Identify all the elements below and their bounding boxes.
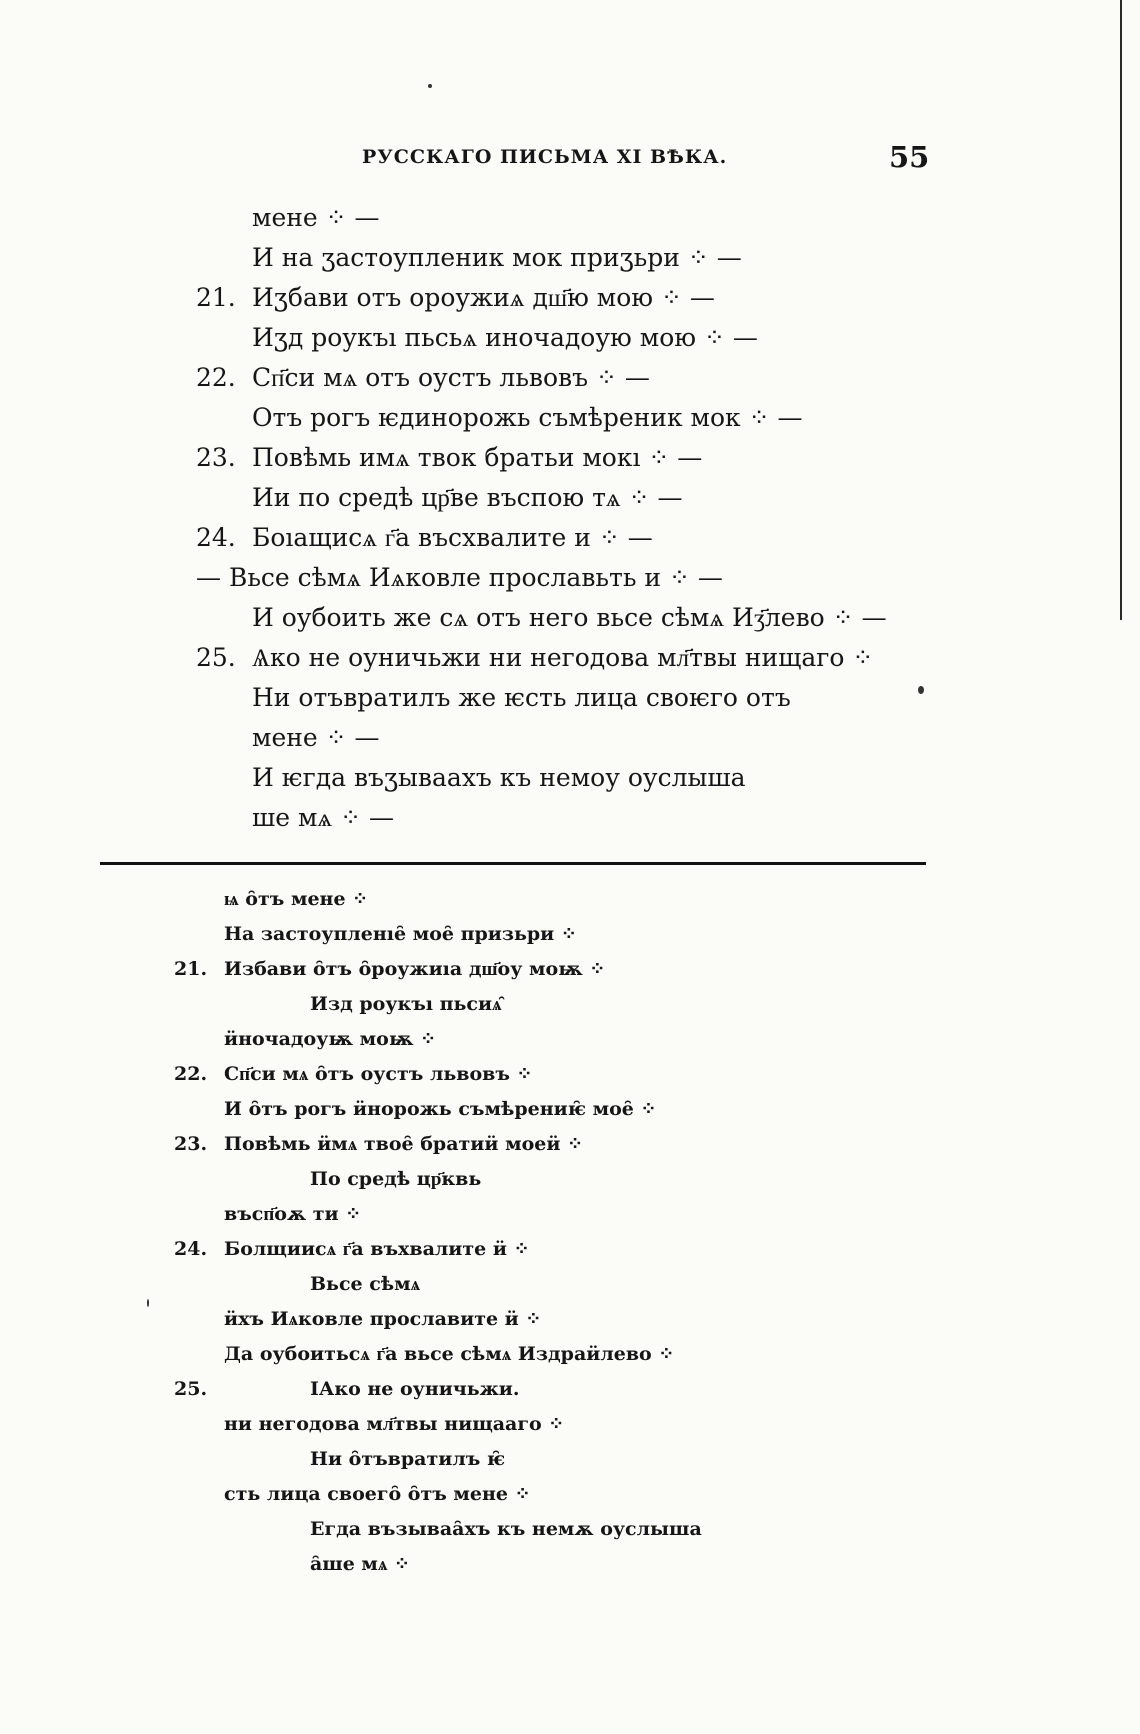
section-divider — [100, 862, 926, 865]
print-speck — [147, 1299, 149, 1307]
verse-number: 23. — [174, 1133, 208, 1155]
verse-number: 25. — [174, 1378, 208, 1400]
verse-number: 23. — [196, 443, 236, 472]
verse-number: 25. — [196, 643, 236, 672]
verse-number: 22. — [196, 363, 236, 392]
print-speck — [428, 84, 432, 88]
book-page: РУССКАГО ПИСЬМА XI ВѢКА. 55 мене ⁘ — И на ӡастоупленик мок приӡьри ⁘ — 21. Иӡбави отъ ороужиѧ дш҃ю мою ⁘ — Иӡд роукъı пьсьѧ иночадоую мою ⁘ — 22. Сп҃си мѧ отъ оустъ львовъ ⁘ — Отъ рогъ ѥдинорожь съмѣреник мок ⁘ — 23. Повѣмь имѧ твок братьи мокı ⁘ — Ии по средѣ цр҃ве въспою тѧ ⁘ — 24. Боıащисѧ г҃а въсхвалите и ⁘ — — Вьсе сѣмѧ Иѧковле прославьть и ⁘ — И оубоить же сѧ отъ него вьсе сѣмѧ Иӡ҃лево ⁘ — 25. Ѧко не оуничьжи ни негодова мл҃твы нищаго ⁘ Ни отъвратилъ же ѥсть лица своѥго отъ мене ⁘ — И ѥгда въӡываахъ къ немоу оуслыша ше мѧ ⁘ — ѩ о̑тъ мене ⁘ На застоупленıе̑ мое̑ призьри ⁘ 21. Избави о̑тъ о̑роужиıа дш҃оу моѭ ⁘ Изд роукъı пьсиѧ̑ ӥночадоуѭ моѭ ⁘ 22. Сп҃си мѧ о̑тъ оустъ львовъ ⁘ И о̑тъ рогъ ӥнорожь съмѣрениѥ̑ мое̑ ⁘ 23. Повѣмь ӥмѧ твое̑ братиӥ моеӥ ⁘ По средѣ цр҃квь въсп҃оѫ ти ⁘ 24. Болщиисѧ г҃а въхвалите ӥ ⁘ Вьсе сѣмѧ ӥхъ Иѧковле прославите ӥ ⁘ Да оубоитьсѧ г҃а вьсе сѣмѧ Издраӥлево ⁘ 25. ІАко не оуничьжи. ни негодова мл҃твы нищааго ⁘ Ни о̑тъвратилъ ѥ̑ сть лица своего̑ о̑тъ мене ⁘ Егда възываа̑хъ къ немѫ оуслыша а̑ше мѧ ⁘ — [0, 0, 1140, 1734]
verse-number: 24. — [174, 1238, 208, 1260]
page-edge-rule — [1120, 0, 1122, 620]
print-speck — [918, 686, 924, 694]
verse-number: 21. — [196, 283, 236, 312]
verse-number: 24. — [196, 523, 236, 552]
verse-number: 21. — [174, 958, 208, 980]
page-number: 55 — [889, 140, 930, 174]
verse-number: 22. — [174, 1063, 208, 1085]
running-header: РУССКАГО ПИСЬМА XI ВѢКА. — [362, 146, 728, 168]
